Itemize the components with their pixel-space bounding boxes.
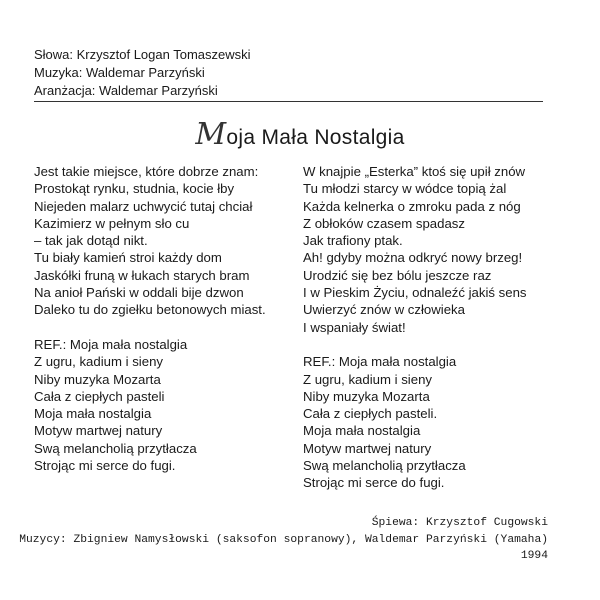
song-title	[0, 117, 600, 153]
lyric-line: – tak jak dotąd nikt.	[34, 233, 148, 249]
chorus-line: Niby muzyka Mozarta	[34, 371, 161, 387]
lyrics-left-column	[34, 163, 266, 474]
chorus-line: Moja mała nostalgia	[303, 423, 421, 439]
chorus-1	[34, 336, 266, 474]
year: 1994	[520, 550, 548, 562]
title-initial: M	[195, 117, 227, 152]
chorus-line: Motyw martwej natury	[303, 440, 432, 456]
lyrics-credit: Słowa: Krzysztof Logan Tomaszewski	[34, 47, 251, 62]
verse-1	[34, 163, 266, 319]
song-credits	[34, 46, 251, 100]
lyric-line: I wspaniały świat!	[303, 319, 406, 335]
chorus-line: Swą melancholią przytłacza	[303, 458, 466, 474]
lyric-line: Z obłoków czasem spadasz	[303, 215, 465, 231]
chorus-line: Motyw martwej natury	[34, 423, 163, 439]
lyric-line: Prostokąt rynku, studnia, kocie łby	[34, 181, 235, 197]
lyric-line: Każda kelnerka o zmroku pada z nóg	[303, 198, 521, 214]
lyrics-right-column	[303, 163, 527, 492]
lyric-line: Jak trafiony ptak.	[303, 233, 403, 249]
lyric-line: Uwierzyć znów w człowieka	[303, 302, 465, 318]
performance-credits	[19, 515, 548, 565]
arrangement-credit: Aranżacja: Waldemar Parzyński	[34, 83, 218, 98]
chorus-2	[303, 353, 527, 491]
chorus-line: Strojąc mi serce do fugi.	[303, 475, 445, 491]
lyric-line: W knajpie „Esterka” ktoś się upił znów	[303, 164, 526, 179]
lyric-line: Tu młodzi starcy w wódce topią żal	[303, 181, 507, 197]
musicians-credit: Muzycy: Zbigniew Namysłowski (saksofon sopranowy), Waldemar Parzyński (Yamaha)	[19, 533, 548, 546]
lyric-line: I w Pieskim Życiu, odnaleźć jakiś sens	[303, 285, 527, 301]
lyric-line: Urodzić się bez bólu jeszcze raz	[303, 267, 492, 283]
chorus-line: Z ugru, kadium i sieny	[303, 371, 432, 387]
chorus-line: Z ugru, kadium i sieny	[34, 354, 163, 370]
lyric-line: Na anioł Pański w oddali bije dzwon	[34, 285, 244, 301]
chorus-line: Swą melancholią przytłacza	[34, 440, 197, 456]
lyric-line: Niejeden malarz uchwycić tutaj chciał	[34, 198, 253, 214]
chorus-line: Niby muzyka Mozarta	[303, 388, 430, 404]
stanza-gap	[303, 336, 527, 353]
lyric-line: Daleko tu do zgiełku betonowych miast.	[34, 302, 266, 318]
chorus-line: Moja mała nostalgia	[34, 406, 152, 422]
chorus-line: REF.: Moja mała nostalgia	[303, 354, 457, 370]
stanza-gap	[34, 319, 266, 336]
vocals-credit: Śpiewa: Krzysztof Cugowski	[371, 517, 548, 529]
lyric-line: Tu biały kamień stroi każdy dom	[34, 250, 222, 266]
chorus-line: REF.: Moja mała nostalgia	[34, 336, 188, 352]
music-credit: Muzyka: Waldemar Parzyński	[34, 65, 205, 80]
title-text: oja Mała Nostalgia	[226, 126, 405, 149]
header-divider	[34, 101, 543, 102]
lyric-line: Jest takie miejsce, które dobrze znam:	[34, 164, 259, 179]
lyric-line: Jaskółki fruną w łukach starych bram	[34, 267, 250, 283]
verse-2	[303, 163, 527, 336]
lyric-line: Ah! gdyby można odkryć nowy brzeg!	[303, 250, 523, 266]
lyric-line: Kazimierz w pełnym sło cu	[34, 215, 190, 231]
chorus-line: Cała z ciepłych pasteli.	[303, 406, 438, 422]
chorus-line: Strojąc mi serce do fugi.	[34, 458, 176, 474]
chorus-line: Cała z ciepłych pasteli	[34, 388, 165, 404]
